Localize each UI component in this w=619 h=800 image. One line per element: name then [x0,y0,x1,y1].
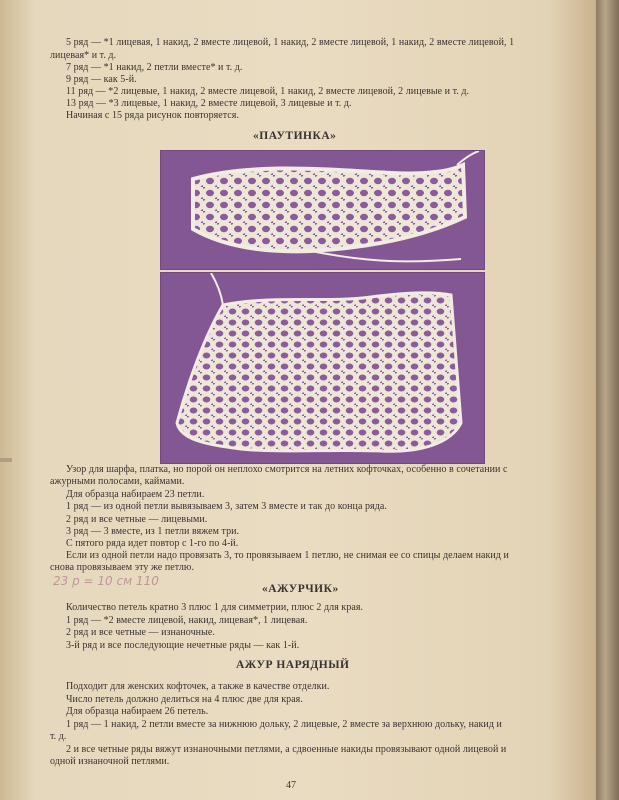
page-fold-mark [0,458,12,462]
text-line: 11 ряд — *2 лицевые, 1 накид, 2 вместе лицевой, 1 накид, 2 вместе лицевой, 2 лицевые и т. д. [66,86,470,97]
text-line: 3 ряд — 3 вместе, из 1 петли вяжем три. [66,526,240,537]
text-line: 2 ряд и все четные — лицевыми. [66,514,208,525]
section-title-azhur-naryadny: АЖУР НАРЯДНЫЙ [236,659,350,671]
text-line: 9 ряд — как 5-й. [66,74,137,85]
text-line: С пятого ряда идет повтор с 1-го по 4-й. [66,538,239,549]
text-line: снова провязываем эту же петлю. [50,562,194,573]
knitting-photo-lace [160,272,485,464]
text-line: 1 ряд — 1 накид, 2 петли вместе за нижнюю дольку, 2 лицевые, 2 вместе за верхнюю дольку, накид и [66,719,502,730]
text-line: 3-й ряд и все последующие нечетные ряды — как 1-й. [66,640,300,651]
text-line: Узор для шарфа, платка, но порой он неплохо смотрится на летних кофточках, особенно в сочетании с [66,464,508,475]
text-line: 2 и все четные ряды вяжут изнаночными петлями, а сдвоенные накиды провязывают одной лицевой и [66,744,507,755]
text-line: Для образца набираем 26 петель. [66,706,209,717]
text-line: Подходит для женских кофточек, а также в качестве отделки. [66,681,330,692]
book-spine [596,0,619,800]
text-line: ажурными полосами, каймами. [50,476,185,487]
section-title-pautinka: «ПАУТИНКА» [253,130,337,142]
text-line: 2 ряд и все четные — изнаночные. [66,627,215,638]
text-line: 1 ряд — из одной петли вывязываем 3, затем 3 вместе и так до конца ряда. [66,501,387,512]
text-line: одной изнаночной петлями. [50,756,170,767]
text-line: т. д. [50,731,67,742]
text-line: 1 ряд — *2 вместе лицевой, накид, лицевая*, 1 лицевая. [66,615,308,626]
handwritten-note: 23 р = 10 см 110 [53,574,159,588]
text-line: Число петель должно делиться на 4 плюс две для края. [66,694,303,705]
text-line: Если из одной петли надо провязать 3, то провязываем 1 петлю, не снимая ее со спицы делаем накид и [66,550,509,561]
text-line: Количество петель кратно 3 плюс 1 для симметрии, плюс 2 для края. [66,602,364,613]
text-line: Начиная с 15 ряда рисунок повторяется. [66,110,239,121]
text-line: 5 ряд — *1 лицевая, 1 накид, 2 вместе лицевой, 1 накид, 2 вместе лицевой, 1 накид, 2 вместе лицевой, 1 [66,37,515,48]
text-line: 7 ряд — *1 накид, 2 петли вместе* и т. д. [66,62,243,73]
page-number: 47 [286,780,296,791]
section-title-azhurchik: «АЖУРЧИК» [262,583,339,595]
text-line: Для образца набираем 23 петли. [66,489,205,500]
text-line: 13 ряд — *3 лицевые, 1 накид, 2 вместе лицевой, 3 лицевые и т. д. [66,98,352,109]
knitting-photo-scarf [160,150,485,270]
text-line: лицевая* и т. д. [50,50,117,61]
